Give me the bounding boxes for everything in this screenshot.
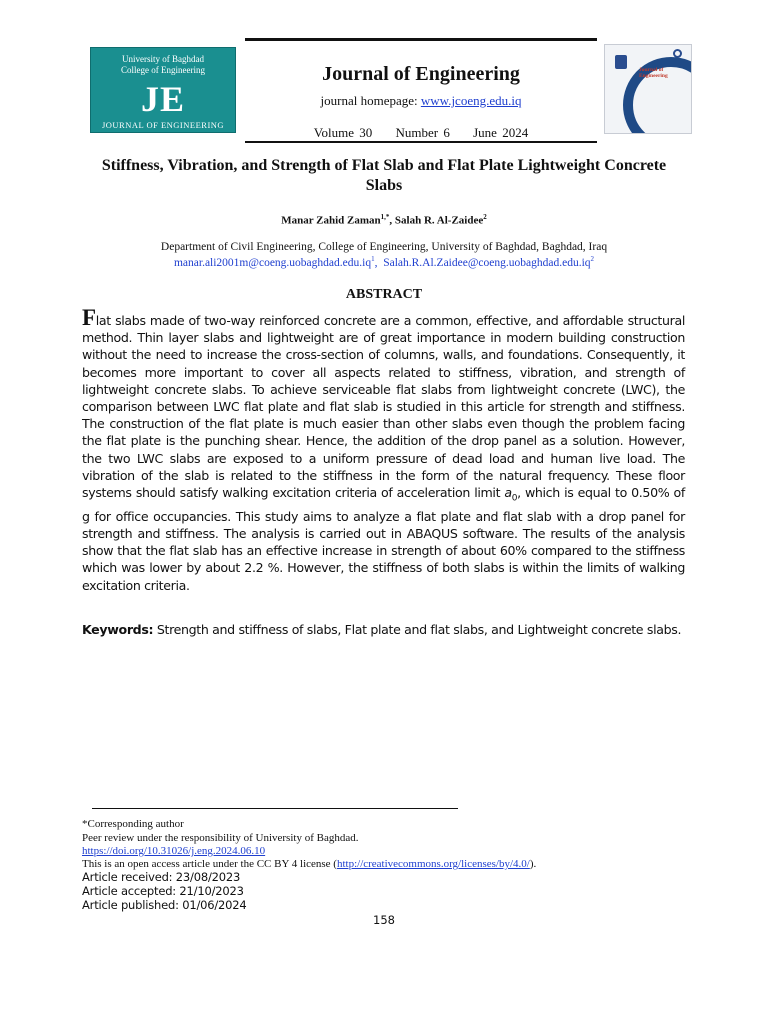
cover-title: Journal of Engineering <box>639 67 668 79</box>
license-link[interactable]: http://creativecommons.org/licenses/by/4.0/ <box>336 858 530 870</box>
logo-journal-caps: JOURNAL OF ENGINEERING <box>101 120 225 130</box>
license-note: This is an open access article under the CC BY 4 license (http://creativecommons.org/licenses/by/4.0/). <box>82 858 537 870</box>
affiliation: Department of Civil Engineering, College of Engineering, University of Baghdad, Baghdad, Iraq <box>160 241 608 253</box>
keywords-text: Strength and stiffness of slabs, Flat plate and flat slabs, and Lightweight concrete slabs. <box>153 622 682 637</box>
paper-title: Stiffness, Vibration, and Strength of Flat Slab and Flat Plate Lightweight Concrete Slabs <box>101 157 667 194</box>
author-emails: $manar.ali2001m@coeng.uobaghdad.edu.iq^1$, $Salah.R.Al.Zaidee@coeng.uobaghdad.edu.iq^2$ <box>173 255 595 269</box>
math-symbol: a <box>504 485 512 501</box>
author-affiliation-mark: 1,* <box>380 213 390 221</box>
author-list: Manar Zahid Zaman$^{1,*}$, Salah R. Al-Zaidee$^2$ <box>281 213 487 227</box>
author-affiliation-mark: 2 <box>483 213 487 221</box>
abstract-heading: ABSTRACT <box>345 287 423 302</box>
university-seal-icon <box>615 55 627 69</box>
abstract-text: lat slabs made of two-way reinforced concrete are a common, effective, and affordable structural method. Thin layer slabs and lightweight are of great importance in modern building construction without the need to increase the cross-section of columns, walls, and foundations. Consequently, it becomes more important to cover all aspects related to stiffness, vibration, and strength of lightweight concrete slabs. To achieve serviceable flat slabs from lightweight concrete (LWC), the comparison between LWC flat plate and flat slab is studied in this article for strength and stiffness. The construction of the flat plate is much easier than other slabs even though the problem facing the flat plate is the punching shear. Hence, the addition of the drop panel as a solution. However, the two LWC slabs are exposed to a uniform pressure of dead load and human live load. The vibration of the slab is related to the stiffness in the form of the natural frequency. These floor systems should satisfy walking excitation criteria of acceleration limit <box>82 313 685 501</box>
logo-university-text: University of Baghdad College of Engineering <box>121 54 205 75</box>
article-published: Article published: 01/06/2024 <box>82 898 247 912</box>
doi-link[interactable]: https://doi.org/10.31026/j.eng.2024.06.10 <box>82 845 266 857</box>
homepage-link[interactable]: www.jcoeng.edu.iq <box>420 93 522 108</box>
header-rule-bottom <box>245 141 597 143</box>
journal-logo <box>90 47 236 133</box>
volume: Volume 30 <box>313 125 373 140</box>
math-subscript: 0 <box>511 493 518 504</box>
keywords-label: Keywords: <box>82 622 154 637</box>
article-accepted: Article accepted: 21/10/2023 <box>82 884 244 898</box>
corresponding-author-note: *Corresponding author <box>82 818 184 830</box>
journal-title: Journal of Engineering <box>322 63 520 85</box>
author-name: Salah R. Al-Zaidee <box>394 214 484 227</box>
page-number: 158 <box>373 913 395 927</box>
doi <box>82 845 265 859</box>
peer-review-note: Peer review under the responsibility of University of Baghdad. <box>82 832 359 844</box>
abstract-body <box>82 305 685 594</box>
header-rule-top <box>245 38 597 41</box>
journal-cover-image <box>604 44 692 134</box>
keywords <box>82 621 685 638</box>
journal-homepage <box>245 93 597 109</box>
article-received: Article received: 23/08/2023 <box>82 870 241 884</box>
issue-info <box>245 125 597 141</box>
email-link[interactable]: Salah.R.Al.Zaidee@coeng.uobaghdad.edu.iq <box>383 256 591 269</box>
author-name: Manar Zahid Zaman <box>281 214 381 227</box>
issue-number: Number 6 <box>395 125 450 140</box>
abstract-text: , which is equal to 0.50% of g for office occupancies. This study aims to analyze a flat plate and flat slab with a drop panel for strength and stiffness. The analysis is carried out in ABAQUS software. The results of the analysis show that the flat slab has an effective increase in strength of about 60% compared to the stiffness which was lower by about 2.2 %. However, the stiffness of both slabs is within the limits of walking excitation criteria. <box>82 485 685 593</box>
logo-mark: JE <box>140 79 185 119</box>
homepage-label: journal homepage: <box>320 93 418 108</box>
drop-cap: F <box>82 305 96 330</box>
issue-date: June 2024 <box>473 125 529 140</box>
footnote-rule <box>92 808 458 809</box>
email-link[interactable]: manar.ali2001m@coeng.uobaghdad.edu.iq <box>173 256 372 269</box>
